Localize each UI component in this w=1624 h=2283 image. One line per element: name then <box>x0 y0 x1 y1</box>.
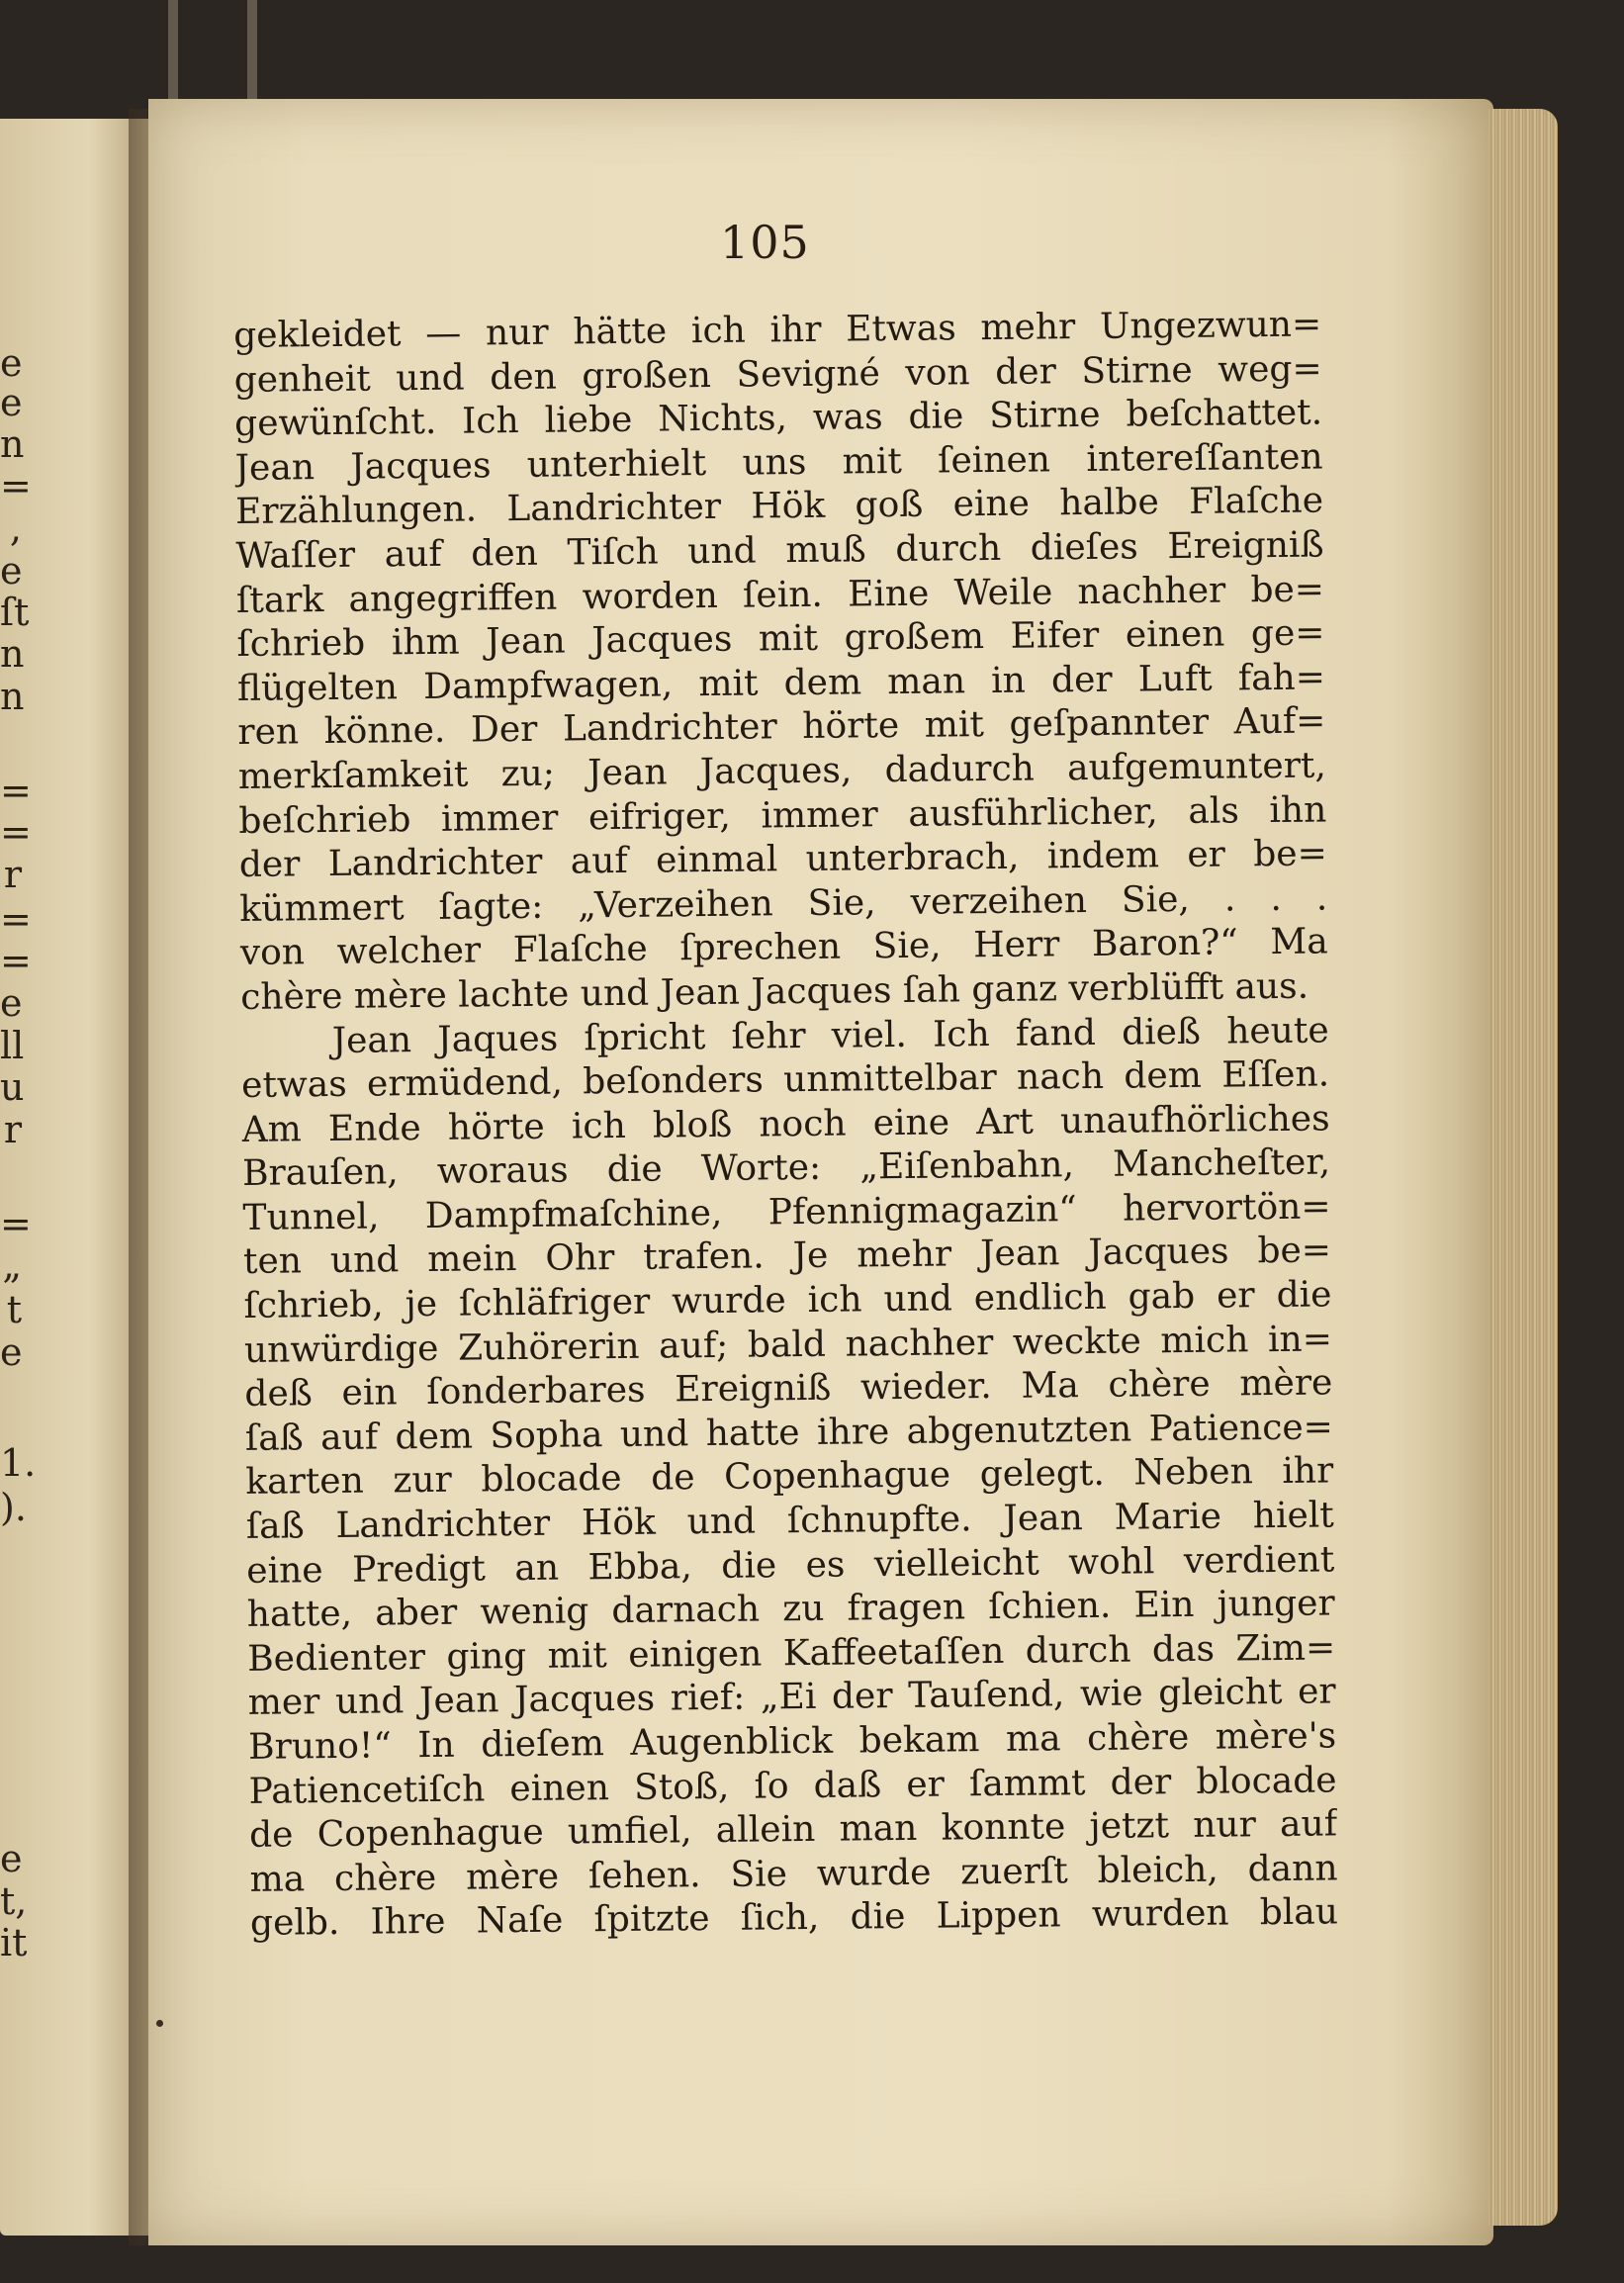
text-line: ſaß auf dem Sopha und hatte ihre abgenutzten Patience= <box>244 1407 1334 1459</box>
page-edges <box>1489 109 1558 2226</box>
left-page-fragment: , <box>9 506 22 550</box>
text-line: eine Predigt an Ebba, die es vielleicht wohl verdient <box>246 1539 1335 1592</box>
left-page-fragment: ll <box>0 1024 25 1067</box>
left-page-fragment: e <box>0 1330 23 1374</box>
left-page-fragment: t <box>6 1288 22 1331</box>
text-line: karten zur blocade de Copenhague gelegt. Neben ihr <box>245 1450 1334 1504</box>
text-line: flügelten Dampfwagen, mit dem man in der Luft fah= <box>236 657 1326 709</box>
text-line: etwas ermüdend, beſonders unmittelbar nach dem Eſſen. <box>240 1053 1330 1107</box>
text-line: ſchrieb, je ſchläfriger wurde ich und endlich gab er die <box>243 1274 1332 1327</box>
text-line: chère mère lachte und Jean Jacques ſah ganz verblüfft aus. <box>240 965 1309 1018</box>
left-page-fragment: u <box>0 1065 25 1109</box>
left-page-fragment: it <box>0 1921 28 1964</box>
ink-speck <box>156 2020 163 2027</box>
left-page-fragment: = <box>0 1202 32 1245</box>
text-line: Jean Jacques unterhielt uns mit ſeinen intereſſanten <box>234 436 1323 489</box>
left-page-fragment: „ <box>2 1243 22 1287</box>
left-page-fragment: t, <box>0 1879 28 1923</box>
text-line: deß ein ſonderbares Ereigniß wieder. Ma chère mère <box>244 1362 1333 1415</box>
text-line: gewünſcht. Ich liebe Nichts, was die Stirne beſchattet. <box>233 392 1323 445</box>
left-page-fragment: ſt <box>0 591 30 634</box>
left-page-fragment: e <box>0 1837 23 1880</box>
text-line: beſchrieb immer eifriger, immer ausführlicher, als ihn <box>238 788 1327 842</box>
text-line: ſtark angegriffen worden ſein. Eine Weile nachher be= <box>235 569 1325 621</box>
text-line: ma chère mère ſehen. Sie wurde zuerſt bleich, dann <box>249 1848 1338 1900</box>
left-page-edge <box>0 119 148 2236</box>
text-line: gekleidet — nur hätte ich ihr Etwas mehr Ungezwun= <box>233 304 1322 356</box>
text-line: Patiencetiſch einen Stoß, ſo daß er ſammt der blocade <box>248 1759 1337 1812</box>
left-page-fragment: r <box>3 853 22 896</box>
text-line: der Landrichter auf einmal unterbrach, indem er be= <box>238 833 1327 886</box>
text-line: Bedienter ging mit einigen Kaffeetaſſen durch das Zim= <box>247 1627 1336 1680</box>
left-page-fragment: n <box>0 422 25 466</box>
text-line: ſaß Landrichter Hök und ſchnupfte. Jean Marie hielt <box>245 1495 1334 1547</box>
text-line: ren könne. Der Landrichter hörte mit geſpannter Auf= <box>237 700 1326 754</box>
text-line: kümmert ſagte: „Verzeihen Sie, verzeihen Sie, . . . <box>239 877 1328 930</box>
left-page-fragment: = <box>0 810 32 854</box>
left-page-fragment: e <box>0 549 23 593</box>
text-line: Jean Jaques ſpricht ſehr viel. Ich fand dieß heute <box>331 1009 1329 1061</box>
text-line: de Copenhague umfiel, allein man konnte jetzt nur auf <box>248 1803 1338 1857</box>
left-page-fragment: e <box>0 381 23 424</box>
text-line: Am Ende hörte ich bloß noch eine Art unaufhörliches <box>241 1098 1330 1150</box>
text-line: Tunnel, Dampfmaſchine, Pfennigmagazin“ hervortön= <box>242 1186 1331 1238</box>
text-line: genheit und den großen Sevigné von der Stirne weg= <box>233 348 1322 401</box>
text-line: unwürdige Zuhörerin auf; bald nachher weckte mich in= <box>243 1319 1333 1371</box>
text-line: von welcher Flaſche ſprechen Sie, Herr Baron?“ Ma <box>239 921 1328 974</box>
left-page-fragment: e <box>0 981 23 1025</box>
left-page-fragment: 1. <box>0 1441 37 1485</box>
left-page-fragment: ). <box>0 1486 27 1529</box>
page-number: 105 <box>720 216 810 269</box>
text-line: gelb. Ihre Naſe ſpitzte ſich, die Lippen wurden blau <box>249 1891 1339 1945</box>
left-page-fragment: = <box>0 769 32 812</box>
left-page-fragment: r <box>3 1108 22 1151</box>
left-page-fragment: e <box>0 341 23 385</box>
text-line: Brauſen, woraus die Worte: „Eiſenbahn, Mancheſter, <box>241 1142 1331 1195</box>
page-text <box>233 303 1338 1946</box>
left-page-fragment: = <box>0 897 32 941</box>
text-line: ſchrieb ihm Jean Jacques mit großem Eifer einen ge= <box>236 612 1325 666</box>
text-line: mer und Jean Jacques rief: „Ei der Tauſend, wie gleicht er <box>247 1671 1336 1724</box>
text-line: ten und mein Ohr trafen. Je mehr Jean Jacques be= <box>242 1230 1332 1283</box>
left-page-fragment: n <box>0 675 25 718</box>
text-line: Bruno!“ In dieſem Augenblick bekam ma chère mère's <box>247 1715 1337 1768</box>
text-line: Erzählungen. Landrichter Hök goß eine halbe Flaſche <box>234 480 1324 533</box>
text-line: Waſſer auf den Tiſch und muß durch dieſes Ereigniß <box>235 524 1324 577</box>
left-page-fragment: n <box>0 632 25 676</box>
left-page-fragment: = <box>0 464 32 507</box>
text-line: hatte, aber wenig darnach zu fragen ſchien. Ein junger <box>246 1583 1335 1636</box>
left-page-fragment: = <box>0 939 32 982</box>
text-line: merkſamkeit zu; Jean Jacques, dadurch aufgemuntert, <box>237 745 1327 797</box>
